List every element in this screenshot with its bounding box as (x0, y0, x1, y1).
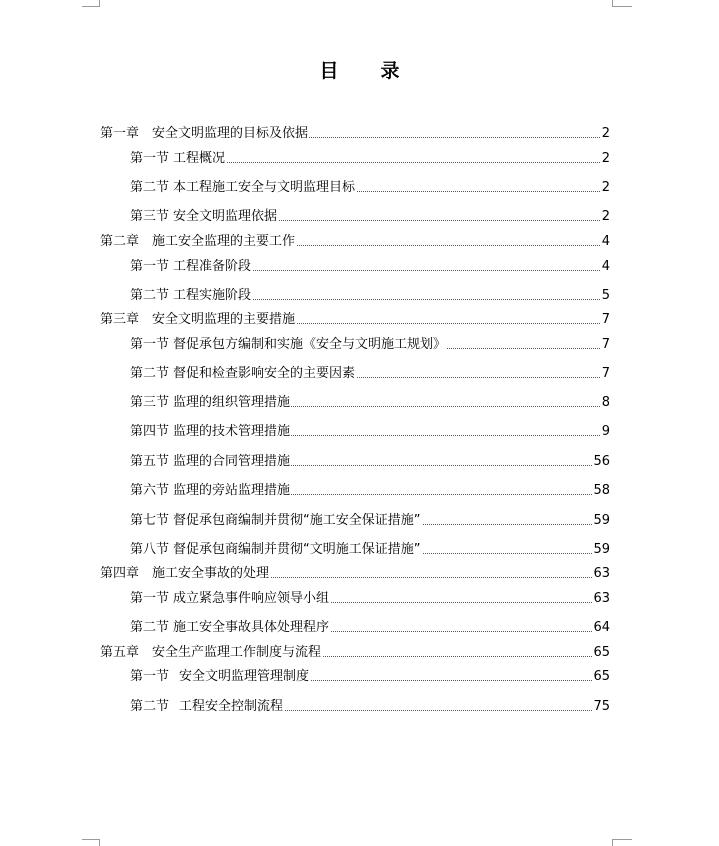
page-number: 8 (601, 395, 610, 410)
toc-section-entry[interactable] (0, 619, 719, 637)
crop-mark (612, 6, 632, 7)
toc-section-entry[interactable] (0, 541, 719, 559)
toc-chapter-entry[interactable] (0, 565, 719, 583)
section-number: 第一节 (130, 151, 170, 166)
toc-entry-label (130, 365, 356, 383)
page-number: 75 (593, 699, 610, 714)
toc-section-entry[interactable] (0, 208, 719, 226)
toc-section-entry[interactable] (0, 150, 719, 168)
page-number: 65 (593, 645, 610, 660)
entry-title: 本工程施工安全与文明监理目标 (173, 180, 356, 195)
section-number: 第五节 (130, 454, 170, 469)
section-number: 第三节 (130, 209, 170, 224)
toc-entry-label (130, 482, 291, 500)
toc-entry-label (130, 541, 422, 559)
entry-title: 施工安全事故具体处理程序 (173, 620, 330, 635)
toc-entry-label (130, 590, 330, 608)
toc-entry-label (130, 179, 356, 197)
toc-entry-label (130, 258, 252, 276)
page-title (0, 56, 719, 83)
toc-section-entry[interactable] (0, 668, 719, 686)
page-number: 65 (593, 669, 610, 684)
toc-section-entry[interactable] (0, 512, 719, 530)
entry-title: 施工安全事故的处理 (152, 566, 270, 581)
entry-title: 督促承包商编制并贯彻“施工安全保证措施” (173, 513, 421, 528)
page-number: 59 (593, 513, 610, 528)
toc-section-entry[interactable] (0, 698, 719, 716)
page-number: 63 (593, 591, 610, 606)
crop-mark (82, 6, 100, 7)
section-number: 第一节 (130, 591, 170, 606)
entry-title: 监理的合同管理措施 (173, 454, 291, 469)
toc-section-entry[interactable] (0, 365, 719, 383)
toc-section-entry[interactable] (0, 394, 719, 412)
section-number: 第四节 (130, 424, 170, 439)
toc-chapter-entry[interactable] (0, 233, 719, 251)
crop-mark (99, 839, 100, 846)
toc-entry-label (100, 565, 270, 583)
section-number: 第二节 (130, 366, 170, 381)
entry-title: 监理的组织管理措施 (173, 395, 291, 410)
page-number: 58 (593, 483, 610, 498)
toc-entry-label (100, 125, 309, 143)
section-number: 第二节 (130, 288, 170, 303)
crop-mark (612, 839, 632, 840)
toc-entry-label (130, 394, 291, 412)
chapter-number: 第四章 (100, 566, 140, 581)
entry-title: 监理的旁站监理措施 (173, 483, 291, 498)
section-number: 第二节 (130, 699, 170, 714)
crop-mark (82, 839, 100, 840)
toc-entry-label (130, 512, 422, 530)
entry-title: 安全文明监理管理制度 (179, 669, 310, 684)
toc-section-entry[interactable] (0, 179, 719, 197)
toc-section-entry[interactable] (0, 453, 719, 471)
crop-mark (99, 0, 100, 7)
toc-entry-label (130, 150, 226, 168)
toc-entry-label (130, 287, 252, 305)
entry-title: 工程实施阶段 (173, 288, 252, 303)
section-number: 第八节 (130, 542, 170, 557)
entry-title: 工程安全控制流程 (179, 699, 284, 714)
crop-mark (612, 0, 613, 7)
section-number: 第一节 (130, 669, 170, 684)
entry-title: 安全文明监理的主要措施 (152, 312, 296, 327)
toc-entry-label (100, 311, 296, 329)
toc-section-entry[interactable] (0, 482, 719, 500)
toc-entry-label (130, 336, 447, 354)
page-number: 7 (601, 312, 610, 327)
page-number: 7 (601, 366, 610, 381)
toc-entry-label (130, 668, 310, 686)
page-number: 63 (593, 566, 610, 581)
page-number: 4 (601, 259, 610, 274)
entry-title: 督促承包方编制和实施《安全与文明施工规划》 (173, 337, 447, 352)
entry-title: 安全文明监理的目标及依据 (152, 126, 309, 141)
page-number: 5 (601, 288, 610, 303)
entry-title: 督促承包商编制并贯彻“文明施工保证措施” (173, 542, 421, 557)
toc-entry-label (130, 453, 291, 471)
section-number: 第二节 (130, 620, 170, 635)
page-number: 9 (601, 424, 610, 439)
section-number: 第一节 (130, 337, 170, 352)
entry-title: 安全文明监理依据 (173, 209, 278, 224)
section-number: 第三节 (130, 395, 170, 410)
page-number: 2 (601, 126, 610, 141)
toc-section-entry[interactable] (0, 258, 719, 276)
title-char-1: 目 (319, 60, 339, 82)
entry-title: 工程准备阶段 (173, 259, 252, 274)
crop-mark (612, 839, 613, 846)
page-number: 64 (593, 620, 610, 635)
page-number: 4 (601, 234, 610, 249)
section-number: 第二节 (130, 180, 170, 195)
section-number: 第一节 (130, 259, 170, 274)
toc-entry-label (130, 208, 278, 226)
entry-title: 督促和检查影响安全的主要因素 (173, 366, 356, 381)
page-number: 2 (601, 209, 610, 224)
toc-section-entry[interactable] (0, 423, 719, 441)
page-number: 56 (593, 454, 610, 469)
page-number: 7 (601, 337, 610, 352)
toc-entry-label (100, 233, 296, 251)
toc-chapter-entry[interactable] (0, 311, 719, 329)
chapter-number: 第二章 (100, 234, 140, 249)
toc-chapter-entry[interactable] (0, 125, 719, 143)
toc-entry-label (130, 619, 330, 637)
page-number: 2 (601, 151, 610, 166)
chapter-number: 第三章 (100, 312, 140, 327)
chapter-number: 第一章 (100, 126, 140, 141)
toc-entry-label (130, 698, 284, 716)
entry-title: 施工安全监理的主要工作 (152, 234, 296, 249)
toc-section-entry[interactable] (0, 590, 719, 608)
chapter-number: 第五章 (100, 645, 140, 660)
toc-entry-label (100, 644, 322, 662)
title-char-2: 录 (380, 60, 400, 82)
entry-title: 工程概况 (173, 151, 226, 166)
entry-title: 监理的技术管理措施 (173, 424, 291, 439)
toc-chapter-entry[interactable] (0, 644, 719, 662)
section-number: 第七节 (130, 513, 170, 528)
toc-section-entry[interactable] (0, 287, 719, 305)
page-number: 2 (601, 180, 610, 195)
section-number: 第六节 (130, 483, 170, 498)
page-number: 59 (593, 542, 610, 557)
entry-title: 安全生产监理工作制度与流程 (152, 645, 322, 660)
toc-section-entry[interactable] (0, 336, 719, 354)
toc-entry-label (130, 423, 291, 441)
entry-title: 成立紧急事件响应领导小组 (173, 591, 330, 606)
